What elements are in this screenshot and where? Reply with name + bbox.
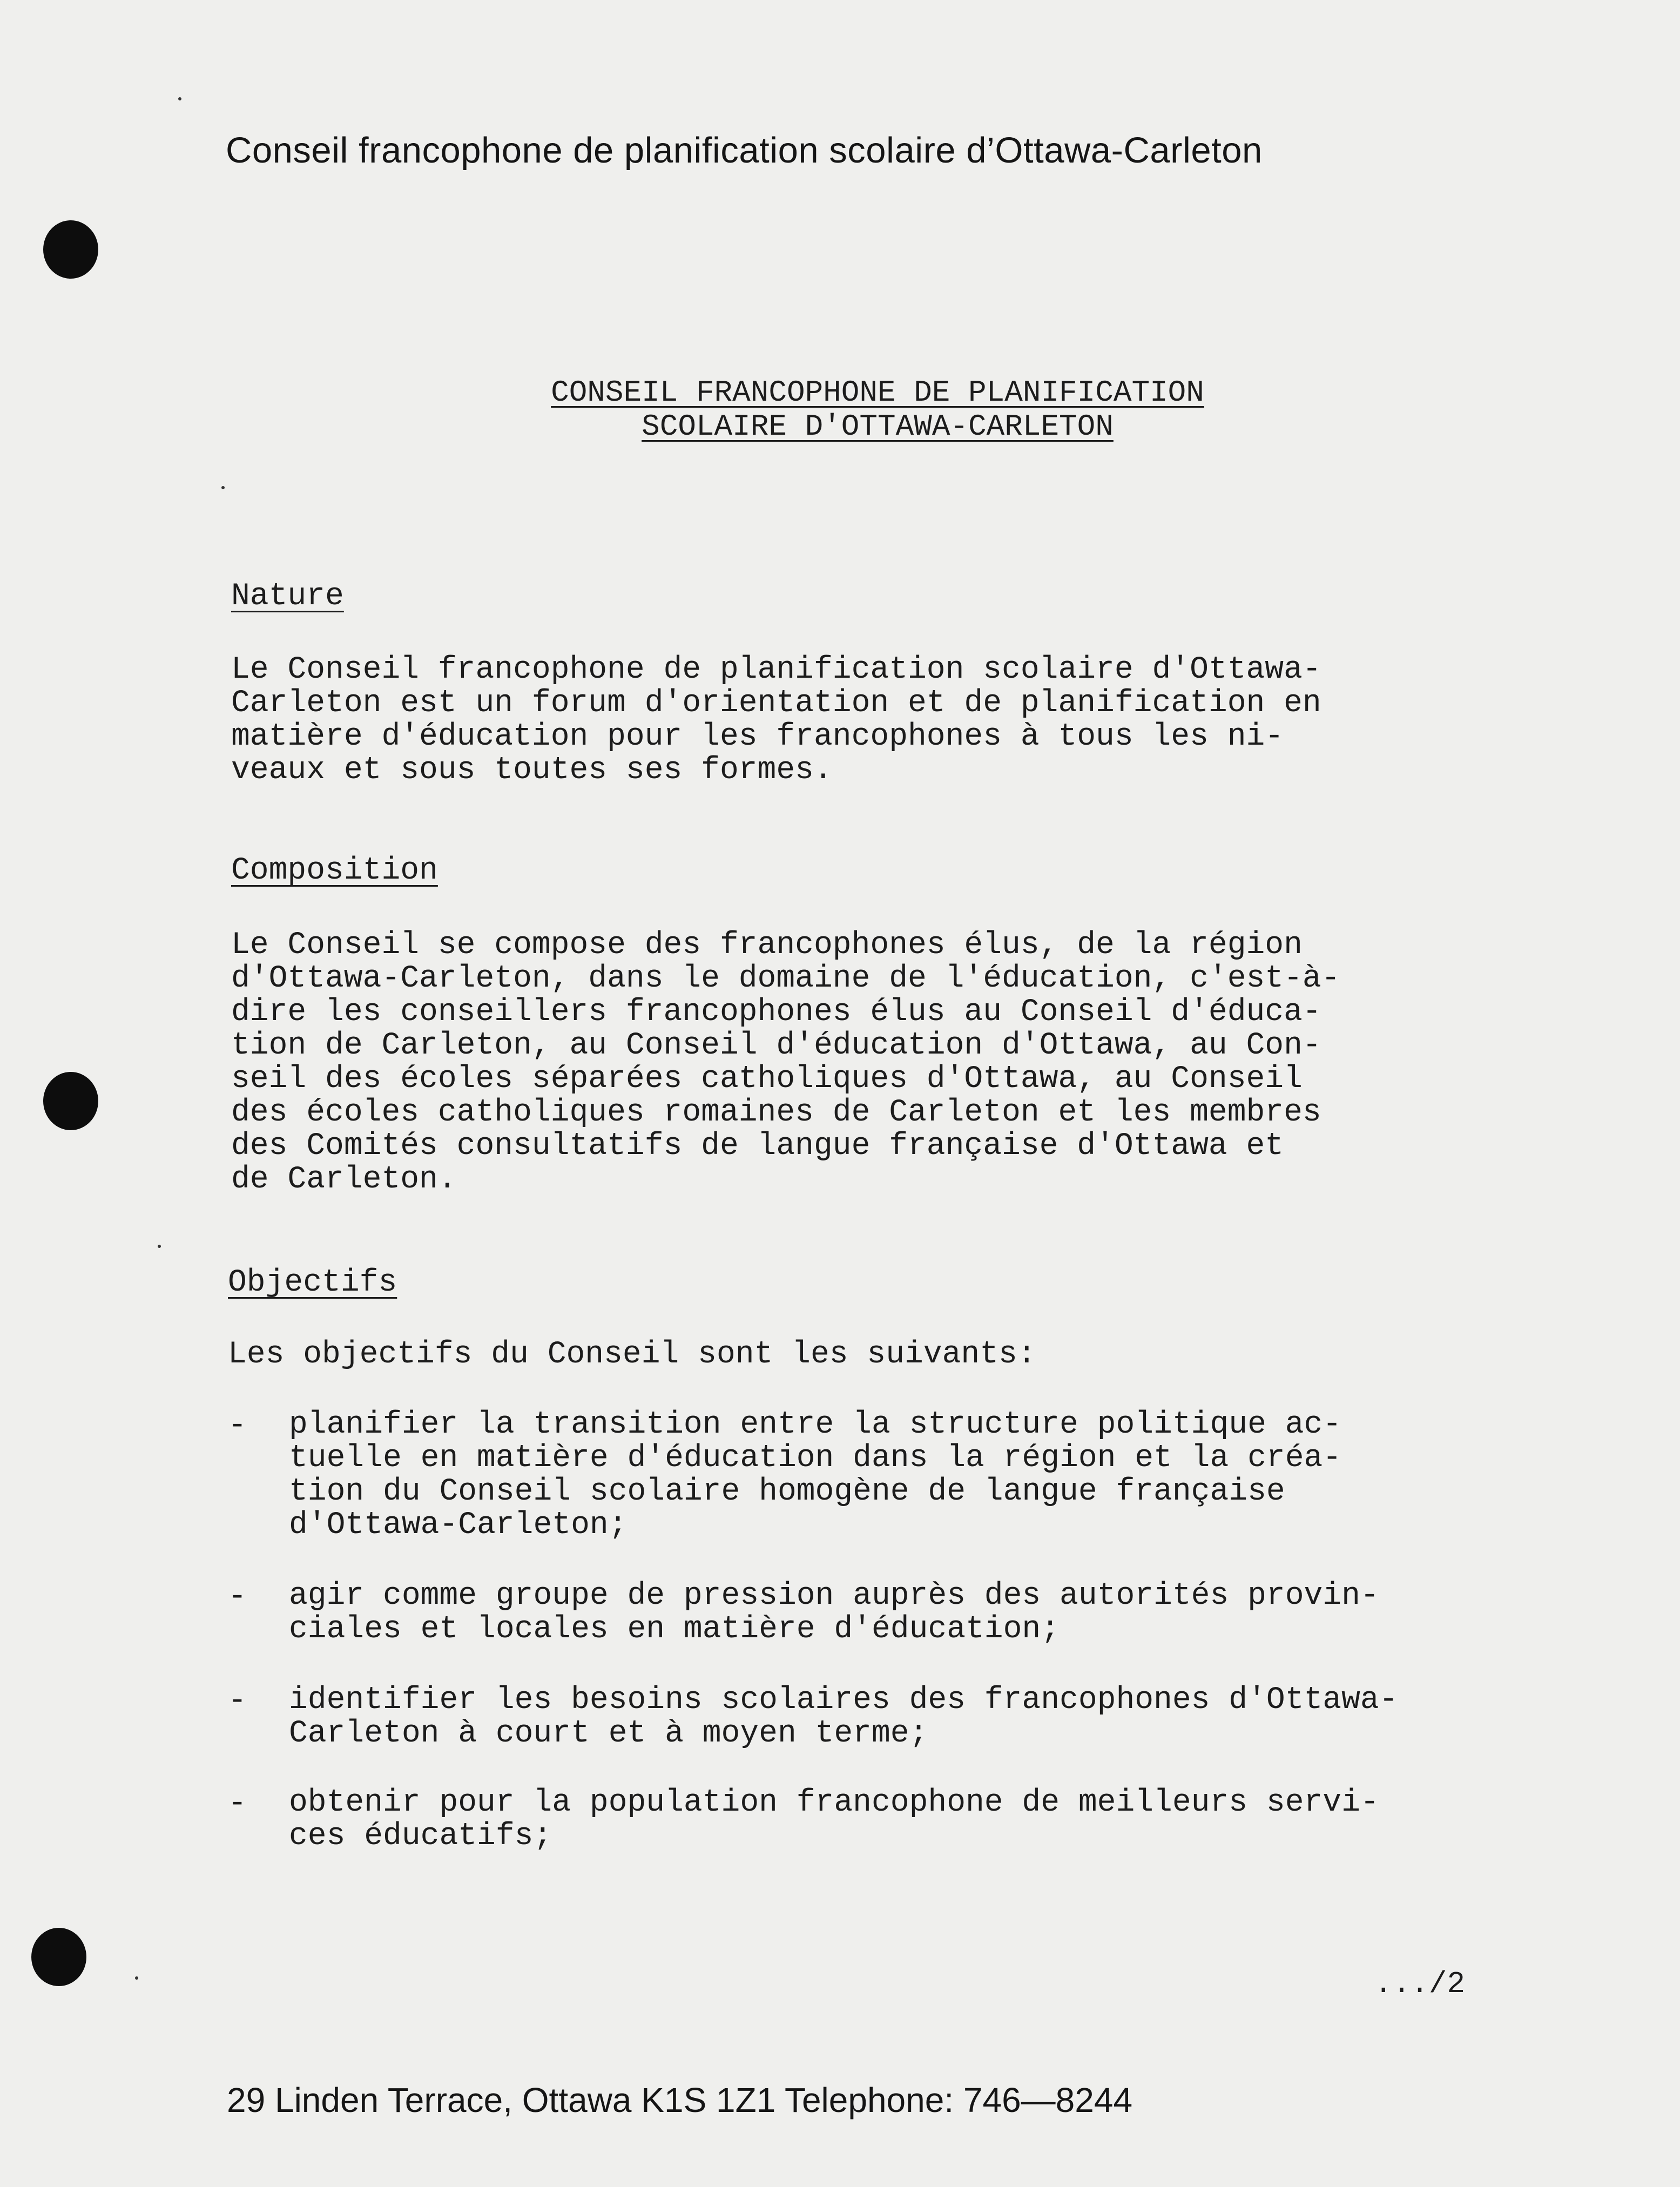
objectifs-intro: Les objectifs du Conseil sont les suivants: bbox=[228, 1337, 1036, 1372]
objective-item-1 bbox=[289, 1408, 1341, 1542]
speck bbox=[135, 1976, 138, 1980]
nature-paragraph bbox=[231, 653, 1321, 787]
composition-line: seil des écoles séparées catholiques d'Ottawa, au Conseil bbox=[231, 1062, 1303, 1097]
composition-line: dire les conseillers francophones élus au Conseil d'éduca- bbox=[231, 995, 1321, 1030]
objective-line: obtenir pour la population francophone de meilleurs servi- bbox=[289, 1785, 1379, 1820]
title-line2-text: SCOLAIRE D'OTTAWA-CARLETON bbox=[642, 409, 1114, 444]
speck bbox=[158, 1245, 161, 1248]
objective-line: ces éducatifs; bbox=[289, 1819, 552, 1854]
speck bbox=[221, 486, 225, 489]
composition-line: de Carleton. bbox=[231, 1162, 457, 1197]
nature-line: veaux et sous toutes ses formes. bbox=[231, 753, 833, 788]
objective-line: agir comme groupe de pression auprès des autorités provin- bbox=[289, 1578, 1379, 1614]
section-heading-nature: Nature bbox=[231, 579, 344, 614]
objective-line: planifier la transition entre la structure politique ac- bbox=[289, 1407, 1342, 1442]
objective-line: tuelle en matière d'éducation dans la région et la créa- bbox=[289, 1441, 1342, 1476]
nature-line: Le Conseil francophone de planification scolaire d'Ottawa- bbox=[231, 652, 1321, 687]
bullet-dash: - bbox=[228, 1408, 247, 1443]
bullet-dash: - bbox=[228, 1786, 247, 1821]
objective-line: identifier les besoins scolaires des francophones d'Ottawa- bbox=[289, 1683, 1398, 1718]
objective-item-2 bbox=[289, 1580, 1379, 1646]
section-heading-composition: Composition bbox=[231, 853, 438, 888]
title-line1-text: CONSEIL FRANCOPHONE DE PLANIFICATION bbox=[551, 375, 1204, 410]
document-title-line2 bbox=[0, 409, 1680, 444]
composition-line: des Comités consultatifs de langue française d'Ottawa et bbox=[231, 1129, 1284, 1164]
composition-line: Le Conseil se compose des francophones élus, de la région bbox=[231, 928, 1303, 963]
page-continuation-mark: .../2 bbox=[1374, 1967, 1466, 2001]
composition-paragraph bbox=[231, 929, 1340, 1197]
nature-line: matière d'éducation pour les francophones à tous les ni- bbox=[231, 719, 1284, 754]
bullet-dash: - bbox=[228, 1580, 247, 1615]
letterhead-org-name: Conseil francophone de planification scolaire d’Ottawa-Carleton bbox=[226, 130, 1263, 171]
footer-address: 29 Linden Terrace, Ottawa K1S 1Z1 Telephone: 746—8244 bbox=[227, 2081, 1133, 2120]
nature-line: Carleton est un forum d'orientation et de planification en bbox=[231, 686, 1321, 721]
document-title-line1 bbox=[0, 375, 1680, 410]
objective-line: ciales et locales en matière d'éducation; bbox=[289, 1612, 1060, 1647]
composition-line: tion de Carleton, au Conseil d'éducation d'Ottawa, au Con- bbox=[231, 1028, 1321, 1063]
speck bbox=[178, 97, 181, 100]
objective-line: d'Ottawa-Carleton; bbox=[289, 1508, 628, 1543]
objective-item-3 bbox=[289, 1684, 1398, 1751]
punch-hole-middle bbox=[43, 1072, 98, 1130]
objective-line: tion du Conseil scolaire homogène de langue française bbox=[289, 1474, 1285, 1509]
punch-hole-bottom bbox=[31, 1928, 86, 1986]
punch-hole-top bbox=[43, 220, 98, 279]
section-heading-objectifs: Objectifs bbox=[228, 1265, 397, 1300]
composition-line: d'Ottawa-Carleton, dans le domaine de l'éducation, c'est-à- bbox=[231, 961, 1340, 996]
objective-item-4 bbox=[289, 1786, 1379, 1853]
bullet-dash: - bbox=[228, 1684, 247, 1719]
composition-line: des écoles catholiques romaines de Carleton et les membres bbox=[231, 1095, 1321, 1130]
objective-line: Carleton à court et à moyen terme; bbox=[289, 1716, 928, 1751]
